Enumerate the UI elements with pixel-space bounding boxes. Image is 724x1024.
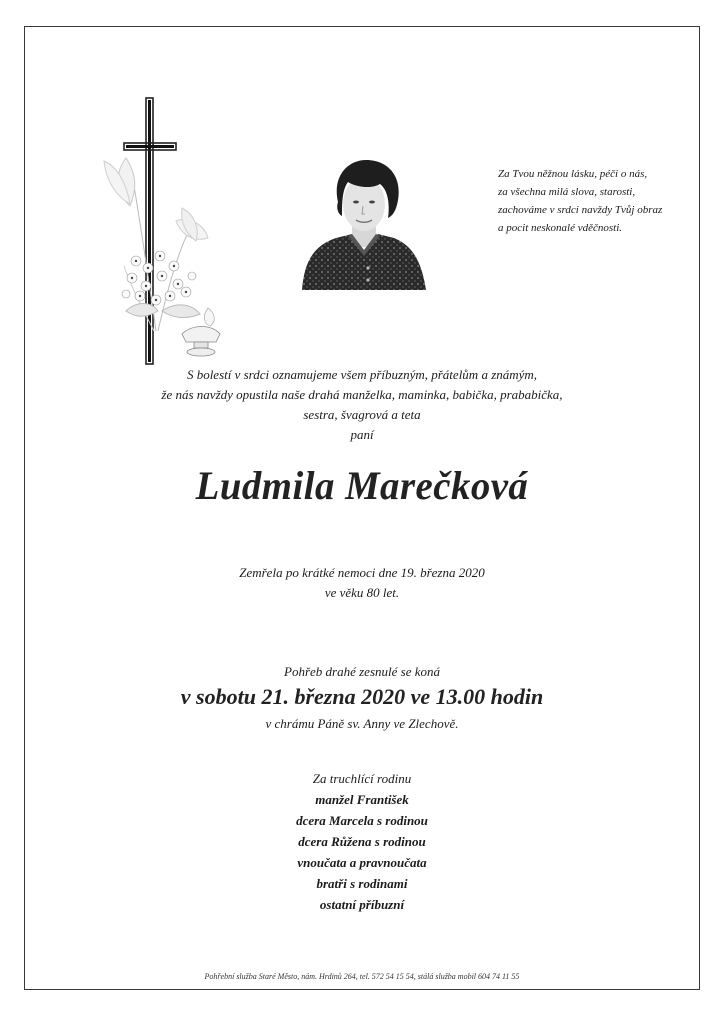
funeral-place: v chrámu Páně sv. Anny ve Zlechově.: [265, 716, 459, 731]
cross-with-flowers-icon: [96, 96, 236, 366]
verse-line: Za Tvou něžnou lásku, péči o nás,: [498, 168, 648, 180]
mourner-item: manžel František: [315, 792, 409, 807]
deceased-portrait-photo: [302, 156, 426, 290]
verse-line: za všechna milá slova, starosti,: [498, 186, 636, 198]
mourners-intro: Za truchlící rodinu: [312, 771, 412, 786]
mourner-item: ostatní příbuzní: [319, 897, 405, 912]
announcement-line: sestra, švagrová a teta: [303, 407, 421, 422]
mourner-item: bratři s rodinami: [316, 876, 408, 891]
death-date-line: Zemřela po krátké nemoci dne 19. března 2020: [239, 565, 485, 580]
announcement: [0, 365, 724, 445]
deceased-name: Ludmila Marečková: [195, 463, 529, 508]
funeral-intro: Pohřeb drahé zesnulé se koná: [284, 664, 440, 679]
announcement-line: paní: [350, 427, 374, 442]
funeral-date: v sobotu 21. března 2020 ve 13.00 hodin: [180, 684, 544, 709]
age-line: ve věku 80 let.: [324, 585, 400, 600]
mourners-list: [0, 768, 724, 915]
mourner-item: dcera Marcela s rodinou: [296, 813, 428, 828]
mourner-item: vnoučata a pravnoučata: [297, 855, 427, 870]
verse-line: a pocit neskonalé vděčnosti.: [498, 222, 623, 234]
death-info: [0, 563, 724, 603]
funeral-service-footer: Pohřební služba Staré Město, nám. Hrdinů 264, tel. 572 54 15 54, stálá služba mobil 604 74 11 55: [204, 972, 520, 981]
announcement-line: že nás navždy opustila naše drahá manželka, maminka, babička, prababička,: [161, 387, 563, 402]
verse-line: zachováme v srdci navždy Tvůj obraz: [498, 204, 663, 216]
announcement-line: S bolestí v srdci oznamujeme všem příbuzným, přátelům a známým,: [186, 367, 538, 382]
memorial-verse: [498, 165, 694, 237]
mourner-item: dcera Růžena s rodinou: [298, 834, 426, 849]
